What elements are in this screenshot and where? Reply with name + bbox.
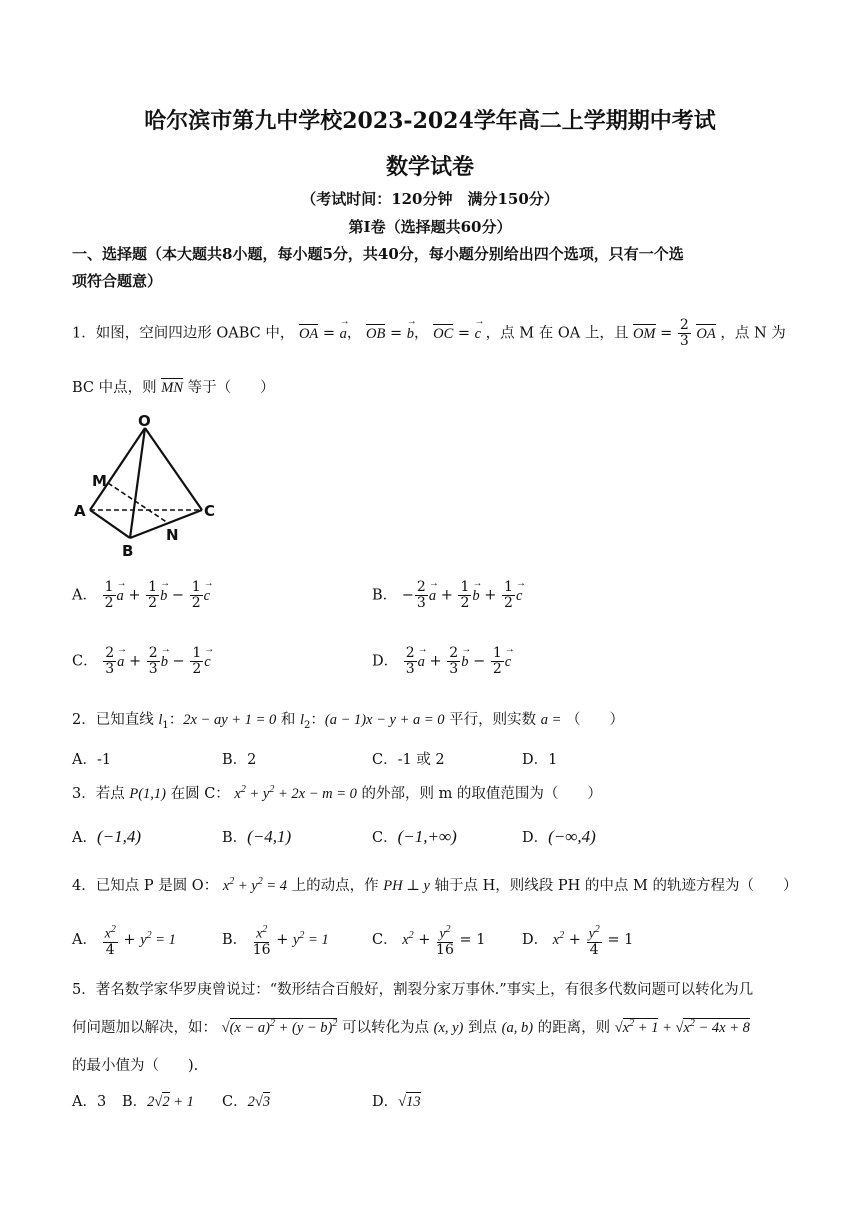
fig-label-c: C xyxy=(204,502,216,520)
option-label: B． xyxy=(372,587,398,604)
q3-option-c[interactable]: C．(−1,+∞) xyxy=(372,827,457,846)
vector-oa-2: OA xyxy=(696,325,716,342)
question-5-line2: 何问题加以解决，如： $√(x - a)^2 + (y - b)^2$ 可以转化为点 (x, y) 到点 (a, b) 的距离，则 $√x^2 + 1 + √x^2 - 4x + 8$ xyxy=(72,1018,750,1036)
q1-stem-a: 1．如图，空间四边形 OABC 中， xyxy=(72,325,295,342)
fig-label-b: B xyxy=(122,542,134,560)
q3-option-a[interactable]: A．(−1,4) xyxy=(72,827,142,846)
fraction: $\frac{2}{3}$ xyxy=(679,317,689,349)
q2-option-b[interactable]: B．2 xyxy=(222,752,257,768)
q1-option-b[interactable]: B． − $\frac{2}{3}$ → a + $\frac{1}{2}$ → b + $\frac{1}{2}$ → c xyxy=(372,580,522,611)
q2-stem-mid: 和 xyxy=(280,712,296,728)
option-label: D． xyxy=(372,653,399,670)
vector-mn: MN xyxy=(161,380,183,396)
q4-option-a[interactable]: A． $\frac{x^2}{4}$ + $y^2 = 1$ xyxy=(72,924,176,958)
q1-line2-b: 等于（ ） xyxy=(187,380,275,396)
q3-option-d[interactable]: D．(−∞,4) xyxy=(522,827,596,846)
q1-stem-c: ，点 N 为 xyxy=(720,325,786,342)
q4-option-b[interactable]: B． $\frac{x^2}{16}$ + $y^2 = 1$ xyxy=(222,924,329,958)
q5-option-b[interactable]: B．2√2 + 1 xyxy=(122,1094,194,1110)
q4-stem-end2: 轴于点 H，则线段 PH 的中点 M 的轨迹方程为（ ） xyxy=(434,878,798,894)
q2-option-a[interactable]: A．-1 xyxy=(72,752,112,768)
question-5-line1: 5．著名数学家华罗庚曾说过：“数形结合百般好，割裂分家万事休.”事实上，有很多代数问题可以转化为几 xyxy=(72,982,754,998)
vector-om: OM xyxy=(632,325,656,342)
page-subtitle: 数学试卷 xyxy=(385,154,474,180)
q4-stem-a: 4．已知点 P 是圆 O： xyxy=(72,878,219,894)
vec-a: → a xyxy=(340,326,347,343)
question-3-stem: 3．若点 P(1,1) 在圆 C： $x^2 + y^2 + 2x - m = 0$ 的外部，则 m 的取值范围为（ ） xyxy=(72,784,602,802)
q2-option-c[interactable]: C．-1 或 2 xyxy=(372,752,445,768)
question-1-stem: 1．如图，空间四边形 OABC 中， OA = → a， OB = → b， OC = → c ，点 M 在 OA 上，且 OM = $\frac{2}{3}$ OA ，点 N 为 xyxy=(72,318,786,349)
vector-ob: OB xyxy=(366,325,386,342)
option-label: A． xyxy=(72,587,97,604)
q2-option-d[interactable]: D．1 xyxy=(522,752,558,768)
q4-option-d[interactable]: D． $x^2$ + $\frac{y^2}{4}$ = 1 xyxy=(522,924,634,958)
q3-stem-end: 的外部，则 m 的取值范围为（ ） xyxy=(361,786,602,802)
q1-option-d[interactable]: D． $\frac{2}{3}$ → a + $\frac{2}{3}$ → b − $\frac{1}{2}$ → c xyxy=(372,646,511,677)
q1-stem-b: ，点 M 在 OA 上，且 xyxy=(485,325,629,342)
q5-option-d[interactable]: D．√13 xyxy=(372,1094,421,1110)
volume-heading: 第Ⅰ卷（选择题共60分） xyxy=(348,218,512,236)
vector-oa: OA xyxy=(298,325,319,342)
question-4-stem: 4．已知点 P 是圆 O： $x^2 + y^2 = 4$ 上的动点，作 PH ⊥ y 轴于点 H，则线段 PH 的中点 M 的轨迹方程为（ ） xyxy=(72,876,798,894)
q4-stem-end: 上的动点，作 xyxy=(291,878,379,894)
q3-stem-a: 3．若点 xyxy=(72,786,125,802)
q1-option-a[interactable]: A． $\frac{1}{2}$ → a + $\frac{1}{2}$ → b − $\frac{1}{2}$ → c xyxy=(72,580,210,611)
section-heading-line2: 项符合题意） xyxy=(72,272,163,290)
fig-label-o: O xyxy=(138,412,151,430)
fig-label-n: N xyxy=(166,526,179,544)
page-title: 哈尔滨市第九中学校2023-2024学年高二上学期期中考试 xyxy=(144,108,716,134)
fig-label-a: A xyxy=(74,502,86,520)
q3-option-b[interactable]: B．(−4,1) xyxy=(222,827,292,846)
q5-option-a[interactable]: A．3 xyxy=(72,1094,107,1110)
exam-time-info: （考试时间：120分钟 满分150分） xyxy=(301,190,559,208)
fig-label-m: M xyxy=(92,472,107,490)
q2-stem-end2: （ ） xyxy=(566,712,625,728)
vec-b: → b xyxy=(407,326,414,343)
q2-stem-end: 平行，则实数 xyxy=(449,712,537,728)
vector-oc: OC xyxy=(433,325,454,342)
q5-option-c[interactable]: C．2√3 xyxy=(222,1094,271,1110)
vec-c: → c xyxy=(475,326,481,343)
q2-stem-a: 2．已知直线 xyxy=(72,712,154,728)
option-label: C． xyxy=(72,653,98,670)
q4-option-c[interactable]: C． $x^2$ + $\frac{y^2}{16}$ = 1 xyxy=(372,924,486,958)
question-2-stem: 2．已知直线 $l_1$：2x − ay + 1 = 0 和 $l_2$：(a − 1)x − y + a = 0 平行，则实数 a = （ ） xyxy=(72,712,625,731)
q1-line2-a: BC 中点，则 xyxy=(72,380,157,396)
question-1-line2 xyxy=(72,376,275,397)
q1-option-c[interactable]: C． $\frac{2}{3}$ → a + $\frac{2}{3}$ → b − $\frac{1}{2}$ → c xyxy=(72,646,211,677)
q3-stem-mid: 在圆 C： xyxy=(170,786,230,802)
tetrahedron-figure xyxy=(70,410,230,560)
section-heading-line1: 一、选择题（本大题共8小题，每小题5分，共40分，每小题分别给出四个选项，只有一个选 xyxy=(72,245,684,263)
question-5-line3: 的最小值为（ ). xyxy=(72,1058,199,1074)
